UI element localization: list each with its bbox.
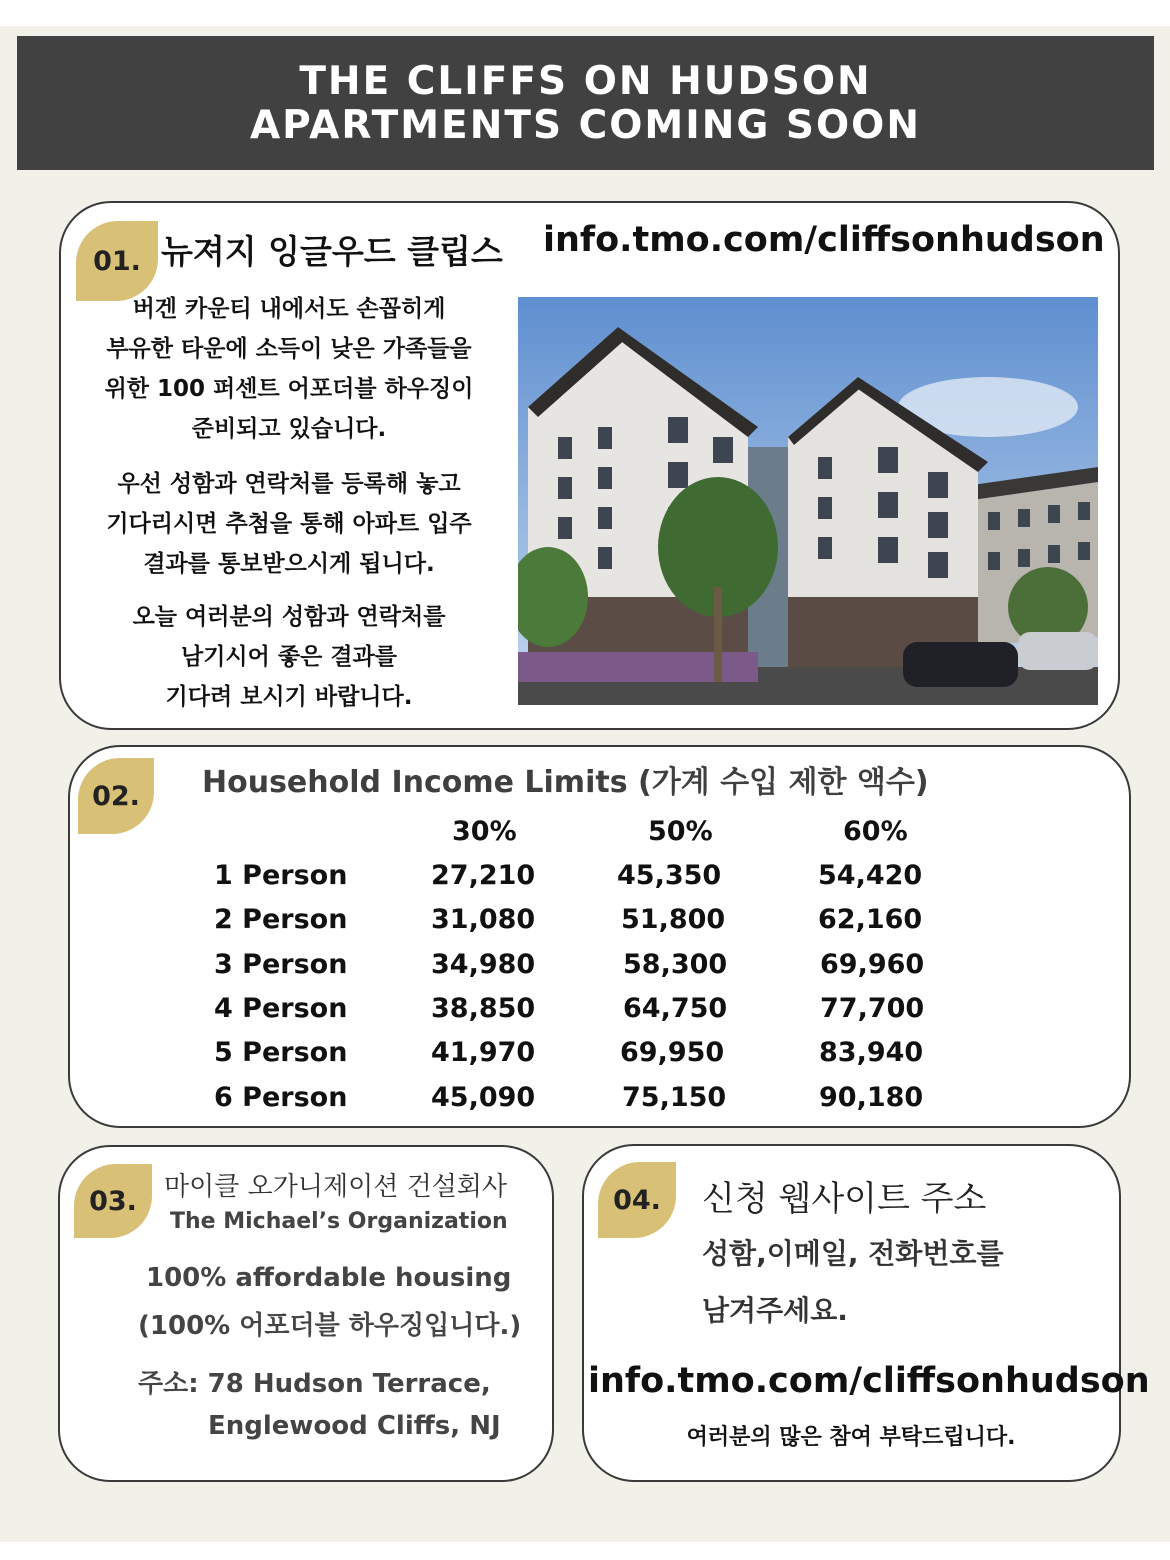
developer-name-korean: 마이클 오가니제이션 건설회사 bbox=[164, 1172, 508, 1202]
section1-paragraph-3: 오늘 여러분의 성함과 연락처를 남기시어 좋은 결과를 기다려 보시기 바랍니다. bbox=[132, 604, 446, 710]
income-cell: 31,080 bbox=[431, 904, 536, 935]
income-cell: 90,180 bbox=[819, 1082, 924, 1113]
section1-tag: 01. bbox=[76, 221, 158, 301]
income-cell: 38,850 bbox=[431, 993, 536, 1024]
income-cell: 83,940 bbox=[819, 1037, 924, 1068]
income-cell: 58,300 bbox=[623, 949, 728, 980]
application-website-title: 신청 웹사이트 주소 bbox=[702, 1179, 987, 1219]
participation-message: 여러분의 많은 참여 부탁드립니다. bbox=[686, 1425, 1016, 1450]
header-title-line2: APARTMENTS COMING SOON bbox=[250, 103, 921, 148]
section1-url[interactable]: info.tmo.com/cliffsonhudson bbox=[543, 220, 1105, 260]
affordable-housing-text-korean: (100% 어포더블 하우징입니다.) bbox=[138, 1311, 522, 1341]
income-row-label: 5 Person bbox=[214, 1037, 348, 1068]
header-title-line1: THE CLIFFS ON HUDSON bbox=[299, 59, 872, 104]
income-cell: 75,150 bbox=[622, 1082, 727, 1113]
developer-name-english: The Michael’s Organization bbox=[170, 1209, 508, 1234]
income-cell: 77,700 bbox=[820, 993, 925, 1024]
building-rendering-image bbox=[518, 297, 1098, 705]
income-row-label: 3 Person bbox=[214, 949, 348, 980]
section1-paragraph-1: 버겐 카운티 내에서도 손꼽히게 부유한 타운에 소득이 낮은 가족들을 위한 100 퍼센트 어포더블 하우징이 준비되고 있습니다. bbox=[104, 296, 474, 442]
income-table-title: Household Income Limits (가계 수입 제한 액수) bbox=[202, 765, 929, 800]
application-instructions-line1: 성함,이메일, 전화번호를 bbox=[702, 1237, 1004, 1270]
section1-title: 뉴져지 잉글우드 클립스 bbox=[161, 232, 503, 271]
income-cell: 41,970 bbox=[431, 1037, 536, 1068]
income-cell: 45,090 bbox=[431, 1082, 536, 1113]
income-cell: 34,980 bbox=[431, 949, 536, 980]
section3-tag: 03. bbox=[74, 1164, 152, 1238]
address-line2: Englewood Cliffs, NJ bbox=[208, 1411, 501, 1441]
income-cell: 54,420 bbox=[818, 860, 923, 891]
income-row-label: 4 Person bbox=[214, 993, 348, 1024]
income-row-label: 6 Person bbox=[214, 1082, 348, 1113]
section2-tag: 02. bbox=[78, 758, 154, 834]
header-banner bbox=[17, 36, 1154, 170]
income-cell: 45,350 bbox=[617, 860, 722, 891]
income-cell: 69,960 bbox=[820, 949, 925, 980]
income-cell: 27,210 bbox=[431, 860, 536, 891]
income-column-header: 60% bbox=[843, 816, 908, 847]
income-column-header: 30% bbox=[452, 816, 517, 847]
income-cell: 69,950 bbox=[620, 1037, 725, 1068]
income-row-label: 2 Person bbox=[214, 904, 348, 935]
application-url[interactable]: info.tmo.com/cliffsonhudson bbox=[588, 1361, 1150, 1401]
section4-tag: 04. bbox=[598, 1162, 676, 1238]
income-column-header: 50% bbox=[648, 816, 713, 847]
income-row-label: 1 Person bbox=[214, 860, 348, 891]
income-cell: 62,160 bbox=[818, 904, 923, 935]
affordable-housing-text: 100% affordable housing bbox=[146, 1263, 512, 1293]
income-cell: 64,750 bbox=[623, 993, 728, 1024]
application-instructions-line2: 남겨주세요. bbox=[702, 1294, 848, 1327]
section2-card bbox=[68, 745, 1131, 1128]
income-cell: 51,800 bbox=[621, 904, 726, 935]
address-line1: 주소: 78 Hudson Terrace, bbox=[138, 1369, 491, 1399]
section1-paragraph-2: 우선 성함과 연락처를 등록해 놓고 기다리시면 추첨을 통해 아파트 입주 결과를 통보받으시게 됩니다. bbox=[106, 471, 472, 577]
